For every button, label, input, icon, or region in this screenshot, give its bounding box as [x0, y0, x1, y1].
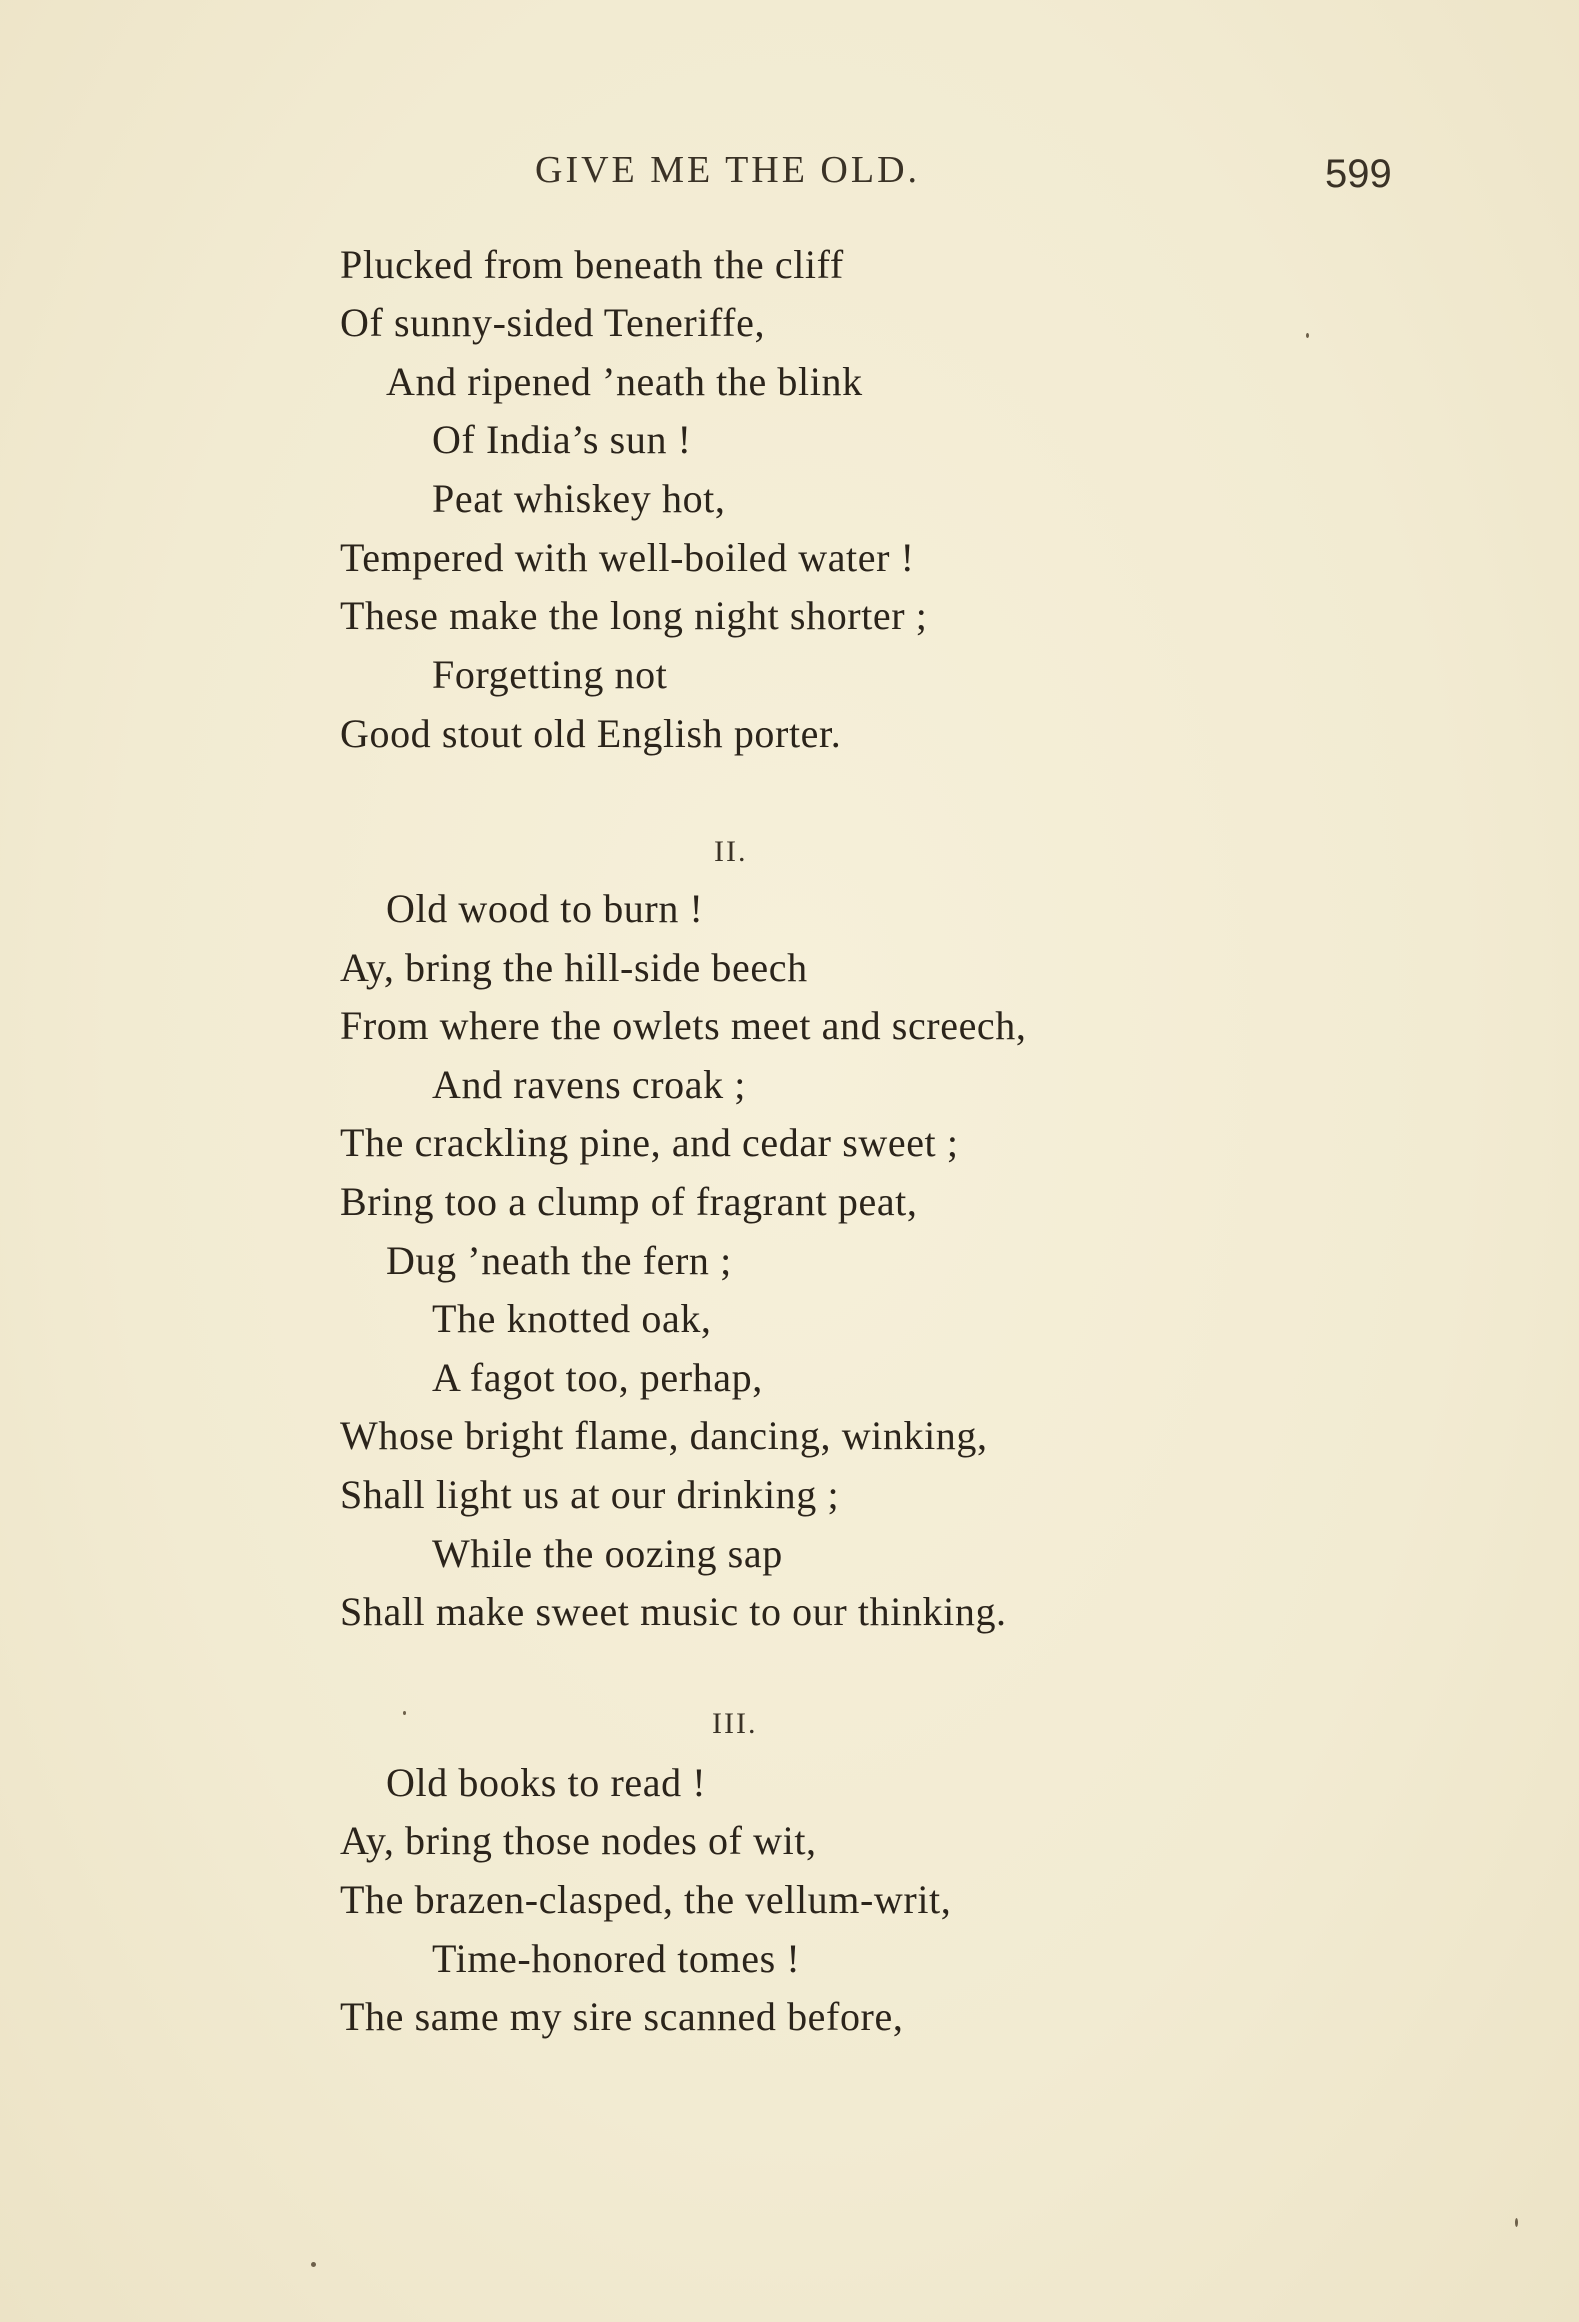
poem-line: The brazen-clasped, the vellum-writ,	[340, 1877, 952, 1922]
poem-line: Shall make sweet music to our thinking.	[340, 1589, 1007, 1634]
poem-line: The crackling pine, and cedar sweet ;	[340, 1120, 959, 1165]
poem-line: Whose bright flame, dancing, winking,	[340, 1413, 988, 1458]
running-title: GIVE ME THE OLD.	[535, 149, 921, 191]
poem-line: Ay, bring the hill-side beech	[340, 945, 808, 990]
page-number: 599	[1325, 152, 1392, 196]
paper-speck	[311, 2262, 316, 2267]
paper-speck	[403, 1711, 406, 1715]
running-head	[0, 148, 1579, 198]
poem-line: Time-honored tomes !	[432, 1936, 801, 1981]
poem-line: And ripened ’neath the blink	[386, 359, 863, 404]
poem-line: Of India’s sun !	[432, 417, 692, 462]
poem-line: These make the long night shorter ;	[340, 593, 928, 638]
poem-line: Good stout old English porter.	[340, 711, 842, 756]
poem-line: Forgetting not	[432, 652, 668, 697]
poem-line: Shall light us at our drinking ;	[340, 1472, 840, 1517]
poem-line: Peat whiskey hot,	[432, 476, 726, 521]
paper-speck	[1306, 333, 1309, 338]
poem-line: Old wood to burn !	[386, 886, 704, 931]
poem-line: And ravens croak ;	[432, 1062, 747, 1107]
poem-line: A fagot too, perhap,	[432, 1355, 763, 1400]
poem-line: Of sunny-sided Teneriffe,	[340, 300, 766, 345]
paper-speck	[1515, 2218, 1518, 2227]
stanza-numeral: II.	[714, 835, 748, 868]
poem-line: Bring too a clump of fragrant peat,	[340, 1179, 918, 1224]
poem-line: Tempered with well-boiled water !	[340, 535, 915, 580]
poem-line: Dug ’neath the fern ;	[386, 1238, 732, 1283]
poem-line: While the oozing sap	[432, 1531, 783, 1576]
poem-line: Old books to read !	[386, 1760, 707, 1805]
poem-line: The knotted oak,	[432, 1296, 712, 1341]
poem-line: The same my sire scanned before,	[340, 1994, 904, 2039]
poem-line: From where the owlets meet and screech,	[340, 1003, 1027, 1048]
poem-line: Ay, bring those nodes of wit,	[340, 1818, 817, 1863]
stanza-numeral: III.	[712, 1707, 758, 1740]
poem-line: Plucked from beneath the cliff	[340, 242, 844, 287]
